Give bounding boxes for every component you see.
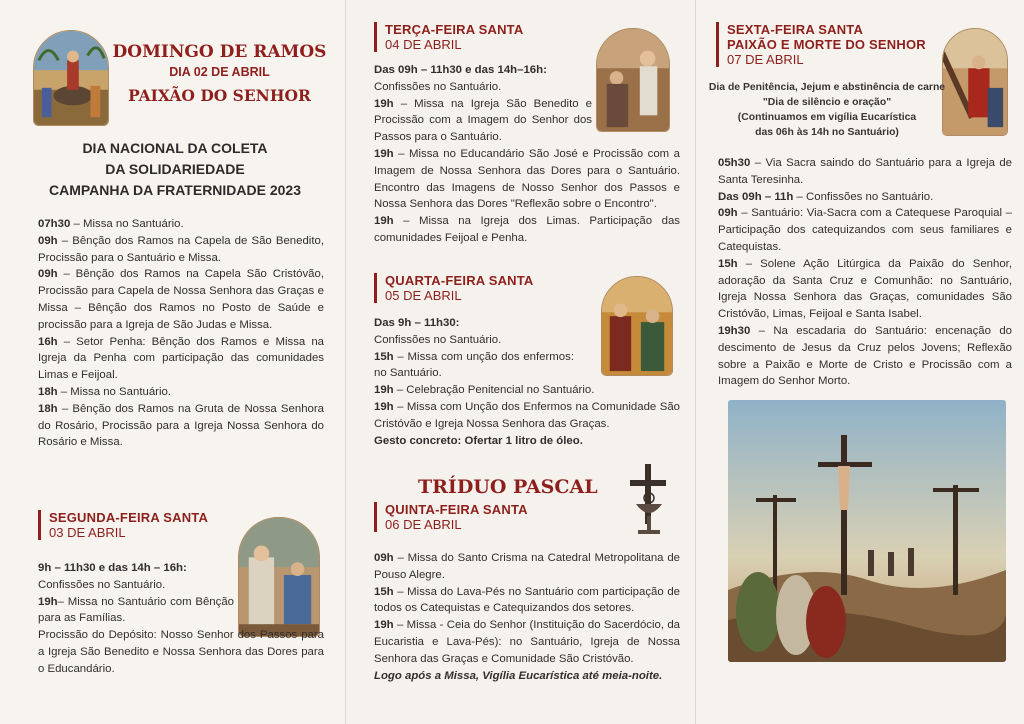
list-item: Das 09h – 11h – Confissões no Santuário. xyxy=(718,190,934,203)
terca-heading xyxy=(374,22,574,52)
list-item: 15h – Missa do Lava-Pés no Santuário com participação de todos os Catequistas e Catequizandos dos setores. xyxy=(374,585,680,615)
quinta-title: QUINTA-FEIRA SANTA xyxy=(385,502,528,517)
segunda-confession: Confissões no Santuário. xyxy=(38,578,166,591)
sexta-schedule xyxy=(718,155,1012,390)
quarta-heading xyxy=(374,273,574,303)
list-item: 09h – Santuário: Via-Sacra com a Catequese Paroquial – Participação dos catequizandos com seus familiares e Catequistas. xyxy=(718,207,1012,253)
list-item: 18h – Missa no Santuário. xyxy=(38,385,171,398)
list-item: 09h – Bênção dos Ramos na Capela São Cristóvão, Procissão para Capela de Nossa Senhora das Graças e Missa – Bênção dos Ramos no Posto de Saúde e procissão para a Igreja de São Judas e Missa. xyxy=(38,268,324,331)
mary-visitation-art xyxy=(238,517,320,637)
list-item: 19h30 – Na escadaria do Santuário: encenação do descimento de Jesus da Cruz pelos Jovens; Reflexão sobre a Paixão e Morte de Cristo e Procissão com a Imagem do Senhor Morto. xyxy=(718,324,1012,388)
segunda-procession xyxy=(38,627,324,677)
quarta-schedule xyxy=(374,315,680,449)
segunda-heading xyxy=(38,510,228,540)
list-item: 09h – Bênção dos Ramos na Capela de São Benedito, Procissão para o Santuário e Missa. xyxy=(38,234,324,264)
list-item: 18h – Bênção dos Ramos na Gruta de Nossa Senhora do Rosário, Procissão para a Igreja Nossa Senhora do Rosário e Missa. xyxy=(38,402,324,449)
list-item: 09h – Missa do Santo Crisma na Catedral Metropolitana de Pouso Alegre. xyxy=(374,552,680,581)
domingo-schedule xyxy=(38,216,324,451)
segunda-schedule xyxy=(38,560,234,627)
panel-sexta xyxy=(695,0,1024,724)
campaign-heading xyxy=(20,138,330,201)
list-item: Procissão do Depósito: Nosso Senhor dos Passos para a Igreja São Benedito e Nossa Senhora das Dores para o Educandário. xyxy=(38,629,324,675)
list-item: 19h – Celebração Penitencial no Santuário. xyxy=(374,384,595,397)
sexta-intro-line: Dia de Penitência, Jejum e abstinência de carne xyxy=(708,82,946,93)
list-item: 19h– Missa no Santuário com Bênção para as Famílias. xyxy=(38,595,234,625)
sexta-heading xyxy=(716,22,946,67)
palm-sunday-art xyxy=(33,30,109,126)
quarta-confession: Confissões no Santuário. xyxy=(374,333,502,346)
list-item: 19h – Missa com Unção dos Enfermos na Comunidade São Cristóvão e Igreja Nossa Senhora das Graças. xyxy=(374,400,680,430)
campaign-line-3: CAMPANHA DA FRATERNIDADE 2023 xyxy=(48,182,302,198)
quarta-gesture: Gesto concreto: Ofertar 1 litro de óleo. xyxy=(374,434,583,447)
sexta-intro-line: "Dia de silêncio e oração" xyxy=(762,97,892,108)
panel-terca-quinta xyxy=(345,0,695,724)
way-of-cross-art xyxy=(942,28,1008,136)
segunda-date: 03 DE ABRIL xyxy=(49,525,126,540)
quinta-note: Logo após a Missa, Vigília Eucarística até meia-noite. xyxy=(374,669,663,682)
sexta-intro-line: (Continuamos em vigília Eucarística xyxy=(737,112,917,123)
list-item: 16h – Setor Penha: Bênção dos Ramos e Missa na Igreja da Penha com participação das comunidades Limas e Feijoal. xyxy=(38,335,324,382)
sexta-intro xyxy=(704,80,950,140)
domingo-title: DOMINGO DE RAMOS xyxy=(112,42,327,62)
terca-title: TERÇA-FEIRA SANTA xyxy=(385,22,524,37)
terca-date: 04 DE ABRIL xyxy=(385,37,462,52)
list-item: 19h – Missa na Igreja São Benedito e Procissão com a Imagem do Senhor dos Passos para o Santuário. xyxy=(374,97,592,144)
sexta-intro-line: das 06h às 14h no Santuário) xyxy=(755,127,899,138)
sexta-title-1: SEXTA-FEIRA SANTA xyxy=(727,22,864,37)
calvary-art xyxy=(728,400,1006,662)
sexta-title-2: PAIXÃO E MORTE DO SENHOR xyxy=(727,37,926,52)
terca-confession: Confissões no Santuário. xyxy=(374,80,502,93)
campaign-line-1: DIA NACIONAL DA COLETA xyxy=(82,140,268,156)
sexta-date: 07 DE ABRIL xyxy=(727,52,804,67)
list-item: 05h30 – Via Sacra saindo do Santuário para a Igreja de Santa Teresinha. xyxy=(718,157,1012,186)
quarta-hours: Das 9h – 11h30: xyxy=(374,317,460,329)
quinta-date: 06 DE ABRIL xyxy=(385,517,462,532)
chalice-cross-icon xyxy=(618,460,680,540)
triduo-title: TRÍDUO PASCAL xyxy=(418,476,598,498)
domingo-subtitle: PAIXÃO DO SENHOR xyxy=(128,86,311,105)
campaign-line-2: DA SOLIDARIEDADE xyxy=(105,161,245,177)
segunda-hours: 9h – 11h30 e das 14h – 16h: xyxy=(38,562,187,574)
list-item: 15h – Missa com unção dos enfermos: no Santuário. xyxy=(374,350,574,380)
list-item: 07h30 – Missa no Santuário. xyxy=(38,218,184,230)
quinta-schedule xyxy=(374,550,680,684)
domingo-date: DIA 02 DE ABRIL xyxy=(169,65,270,79)
segunda-title: SEGUNDA-FEIRA SANTA xyxy=(49,510,209,525)
list-item: 19h – Missa - Ceia do Senhor (Instituição do Sacerdócio, da Eucaristia e Lava-Pés): no Santuário, Igreja de Nossa Senhora das Graças e Comunidade São Cristóvão. xyxy=(374,619,680,665)
quinta-heading xyxy=(374,502,594,532)
quarta-title: QUARTA-FEIRA SANTA xyxy=(385,273,534,288)
list-item: 15h – Solene Ação Litúrgica da Paixão do Senhor, adoração da Santa Cruz e Comunhão: no Santuário, Igreja Nossa Senhora das Graças, comunidades São Cristóvão, Limas, Feijoal e Santa Isabel. xyxy=(718,257,1012,321)
list-item: 19h – Missa na Igreja dos Limas. Participação das comunidades Feijoal e Penha. xyxy=(374,215,680,244)
terca-schedule xyxy=(374,62,680,247)
terca-hours: Das 09h – 11h30 e das 14h–16h: xyxy=(374,64,547,76)
quarta-date: 05 DE ABRIL xyxy=(385,288,462,303)
panel-domingo-segunda xyxy=(0,0,345,724)
list-item: 19h – Missa no Educandário São José e Procissão com a Imagem de Nossa Senhora das Dores para o Santuário. Encontro das Imagens de Nosso Senhor dos Passos e Nossa Senhora das Dores "Reflexão sobre o Encontro". xyxy=(374,147,680,211)
